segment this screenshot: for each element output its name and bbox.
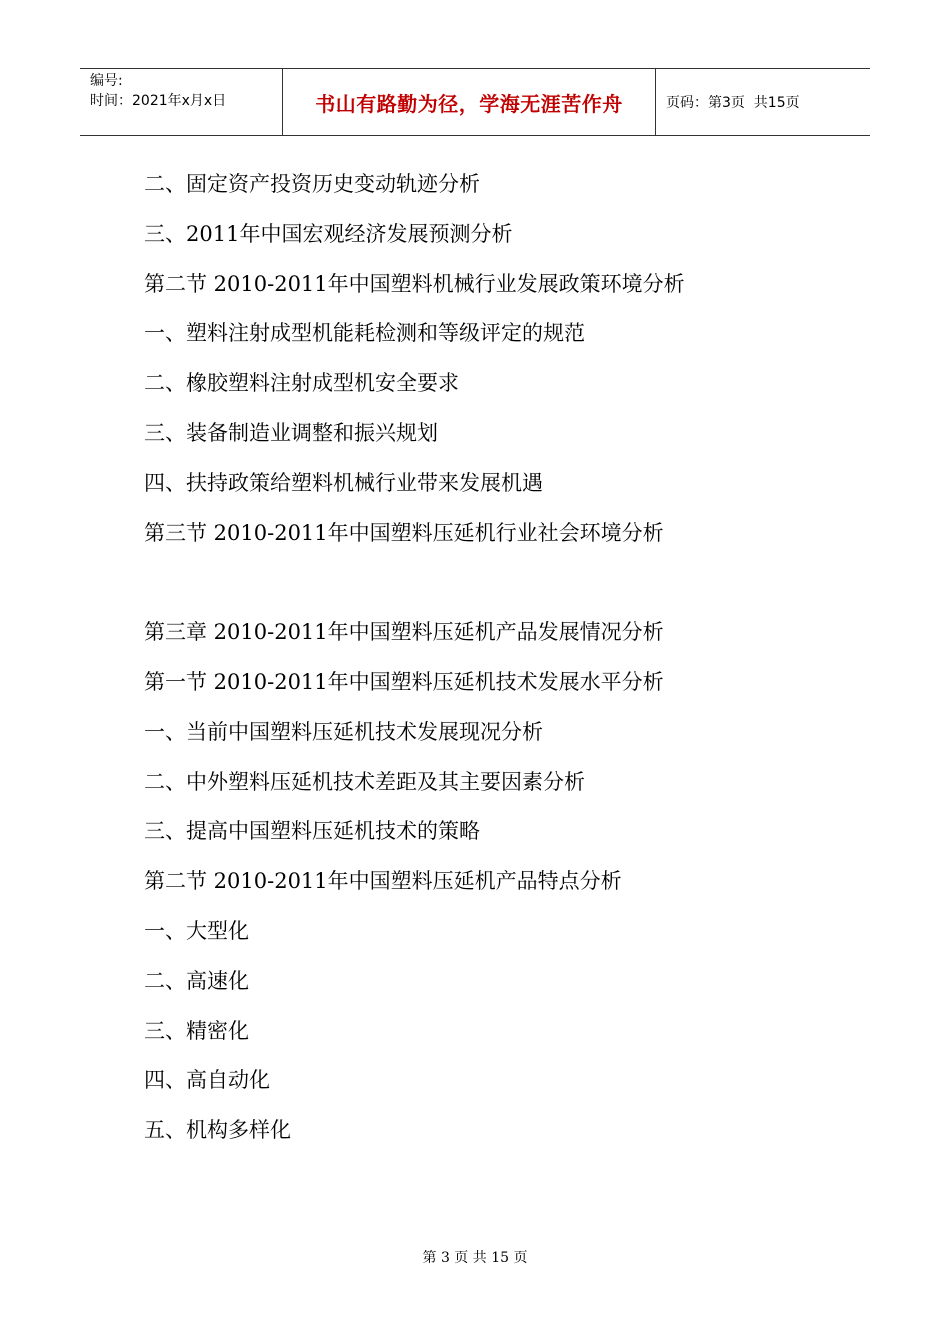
toc-line: 二、高速化 <box>144 968 249 993</box>
toc-line: 四、扶持政策给塑料机械行业带来发展机遇 <box>144 470 543 495</box>
toc-line: 一、大型化 <box>144 918 249 943</box>
toc-line: 一、塑料注射成型机能耗检测和等级评定的规范 <box>144 321 585 346</box>
header-page-info: 页码：第3页 共15页 <box>666 95 800 111</box>
section-heading: 第二节 2010-2011年中国塑料压延机产品特点分析 <box>144 869 622 894</box>
toc-line: 四、高自动化 <box>144 1068 270 1093</box>
toc-line: 二、橡胶塑料注射成型机安全要求 <box>144 371 459 396</box>
section-heading: 第三节 2010-2011年中国塑料压延机行业社会环境分析 <box>144 520 664 545</box>
section-heading: 第一节 2010-2011年中国塑料压延机技术发展水平分析 <box>144 669 664 694</box>
toc-line: 二、中外塑料压延机技术差距及其主要因素分析 <box>144 769 585 794</box>
document-body <box>144 162 844 1158</box>
page-footer: 第 3 页 共 15 页 <box>422 1250 528 1266</box>
section-heading: 第二节 2010-2011年中国塑料机械行业发展政策环境分析 <box>144 271 685 296</box>
header-meta <box>80 69 282 135</box>
toc-line: 一、当前中国塑料压延机技术发展现况分析 <box>144 719 543 744</box>
header-motto: 书山有路勤为径，学海无涯苦作舟 <box>282 69 656 135</box>
chapter-heading: 第三章 2010-2011年中国塑料压延机产品发展情况分析 <box>144 620 664 645</box>
serial-number-label: 编号: <box>90 73 123 89</box>
toc-line: 三、2011年中国宏观经济发展预测分析 <box>144 221 513 246</box>
blank-line <box>144 560 844 610</box>
page-header <box>80 68 870 136</box>
toc-line: 三、精密化 <box>144 1018 249 1043</box>
toc-line: 二、固定资产投资历史变动轨迹分析 <box>144 172 480 196</box>
toc-line: 三、提高中国塑料压延机技术的策略 <box>144 819 480 844</box>
toc-line: 三、装备制造业调整和振兴规划 <box>144 420 438 445</box>
toc-line: 五、机构多样化 <box>144 1118 291 1143</box>
date-label: 时间：2021年x月x日 <box>90 93 227 109</box>
